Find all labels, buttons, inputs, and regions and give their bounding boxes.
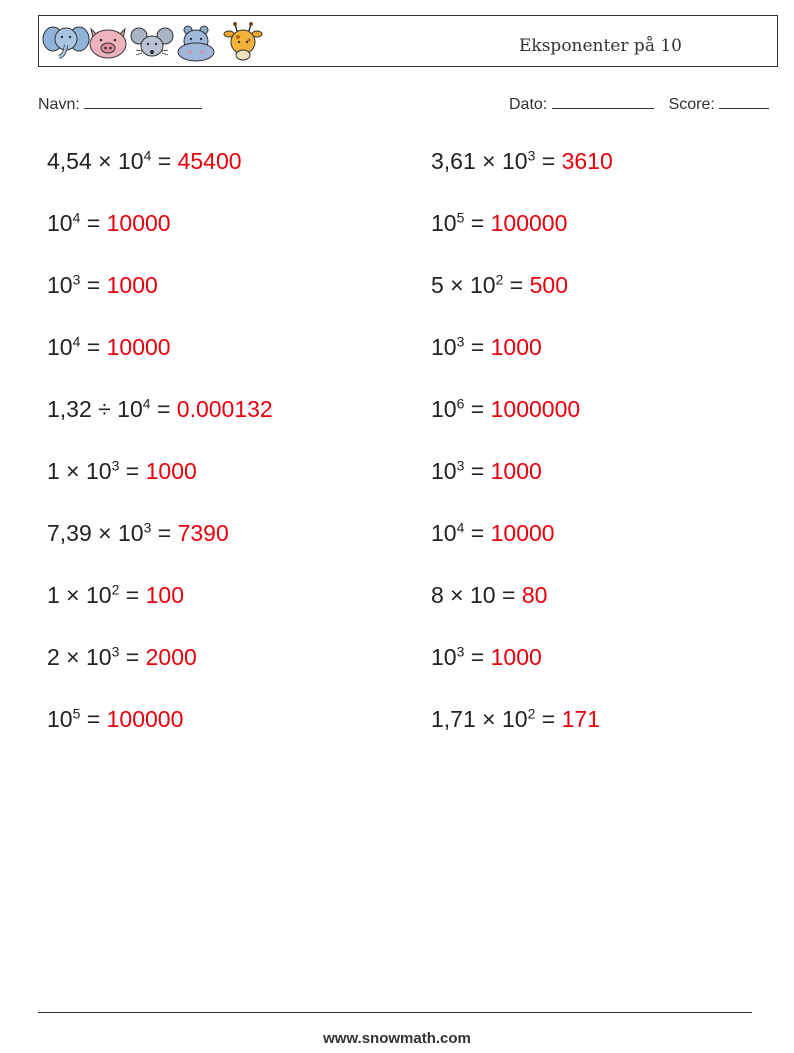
problem-equals: = xyxy=(464,458,491,484)
problem-answer: 100000 xyxy=(490,210,568,236)
problem-exponent: 3 xyxy=(111,643,120,660)
problem-exponent: 2 xyxy=(527,705,536,722)
problem-item xyxy=(431,396,580,423)
problem-equals: = xyxy=(503,272,530,298)
problem-expression: 10 xyxy=(47,210,73,236)
problem-item xyxy=(431,210,567,237)
problem-item xyxy=(431,272,568,299)
problem-equals: = xyxy=(119,644,146,670)
problem-answer: 1000 xyxy=(490,334,542,360)
problem-exponent: 4 xyxy=(72,209,81,226)
problem-expression: 10 xyxy=(47,334,73,360)
name-blank-line xyxy=(84,94,202,109)
problem-item xyxy=(47,582,184,609)
problem-answer: 10000 xyxy=(106,210,171,236)
problem-equals: = xyxy=(464,520,491,546)
problem-exponent: 3 xyxy=(456,457,465,474)
animal-icons xyxy=(41,19,271,65)
problem-exponent: 2 xyxy=(111,581,120,598)
footer-divider xyxy=(38,1012,752,1013)
problem-item xyxy=(47,272,158,299)
footer-url: www.snowmath.com xyxy=(323,1030,471,1047)
problem-expression: 2 × 10 xyxy=(47,644,112,670)
problem-answer: 2000 xyxy=(145,644,197,670)
problem-exponent: 3 xyxy=(143,519,152,536)
problem-exponent: 3 xyxy=(456,333,465,350)
date-blank-line xyxy=(552,94,654,109)
problem-equals: = xyxy=(535,706,562,732)
problem-equals: = xyxy=(151,148,178,174)
problem-exponent: 5 xyxy=(456,209,465,226)
problem-item xyxy=(431,520,555,547)
problem-item xyxy=(47,706,183,733)
problem-expression: 4,54 × 10 xyxy=(47,148,144,174)
problem-answer: 1000 xyxy=(145,458,197,484)
problem-equals: = xyxy=(464,644,491,670)
problem-answer: 45400 xyxy=(177,148,242,174)
problem-answer: 0.000132 xyxy=(176,396,273,422)
elephant-icon xyxy=(43,27,89,57)
problem-exponent: 2 xyxy=(495,271,504,288)
problem-expression: 10 xyxy=(431,520,457,546)
problem-item xyxy=(47,148,242,175)
problem-answer: 1000 xyxy=(490,644,542,670)
problem-equals: = xyxy=(80,272,107,298)
problem-exponent: 3 xyxy=(111,457,120,474)
problem-exponent: 5 xyxy=(72,705,81,722)
problem-expression: 10 xyxy=(47,706,73,732)
name-label: Navn: xyxy=(38,96,80,113)
problem-exponent: 4 xyxy=(142,395,151,412)
worksheet-header xyxy=(38,15,778,67)
problem-item xyxy=(431,582,547,609)
mouse-icon xyxy=(131,28,173,56)
problem-item xyxy=(47,458,197,485)
problem-exponent: 3 xyxy=(456,643,465,660)
problem-equals: = xyxy=(80,210,107,236)
problem-item xyxy=(47,644,197,671)
problem-exponent: 4 xyxy=(143,147,152,164)
problem-answer: 171 xyxy=(561,706,600,732)
problem-item xyxy=(47,210,171,237)
problem-equals: = xyxy=(119,458,146,484)
problem-item xyxy=(431,148,613,175)
problem-expression: 1 × 10 xyxy=(47,582,112,608)
problem-exponent: 6 xyxy=(456,395,465,412)
problem-item xyxy=(47,520,229,547)
problem-item xyxy=(47,396,273,423)
problem-item xyxy=(431,334,542,361)
problem-equals: = xyxy=(80,706,107,732)
problem-answer: 7390 xyxy=(177,520,229,546)
problem-item xyxy=(47,334,171,361)
problem-equals: = xyxy=(151,520,178,546)
problem-exponent: 4 xyxy=(456,519,465,536)
problem-answer: 1000000 xyxy=(490,396,581,422)
problem-equals: = xyxy=(80,334,107,360)
problem-expression: 3,61 × 10 xyxy=(431,148,528,174)
score-label: Score: xyxy=(668,96,715,113)
problem-item xyxy=(431,644,542,671)
problem-equals: = xyxy=(119,582,146,608)
problem-expression: 10 xyxy=(431,334,457,360)
problem-equals: = xyxy=(464,210,491,236)
problem-answer: 10000 xyxy=(106,334,171,360)
problem-expression: 5 × 10 xyxy=(431,272,496,298)
problem-expression: 10 xyxy=(431,458,457,484)
problem-expression: 1,71 × 10 xyxy=(431,706,528,732)
problem-exponent: 3 xyxy=(527,147,536,164)
date-label: Dato: xyxy=(509,96,548,113)
giraffe-icon xyxy=(224,22,262,60)
problem-answer: 10000 xyxy=(490,520,555,546)
problem-expression: 8 × 10 xyxy=(431,582,496,608)
problem-exponent: 4 xyxy=(72,333,81,350)
problem-equals: = xyxy=(535,148,562,174)
problem-exponent: 3 xyxy=(72,271,81,288)
problem-answer: 500 xyxy=(529,272,568,298)
problem-equals: = xyxy=(464,396,491,422)
problem-expression: 1,32 ÷ 10 xyxy=(47,396,143,422)
problem-item xyxy=(431,458,542,485)
hippo-icon xyxy=(178,26,214,61)
problem-answer: 3610 xyxy=(561,148,613,174)
score-blank-line xyxy=(719,94,769,109)
problem-expression: 10 xyxy=(47,272,73,298)
problem-equals: = xyxy=(495,582,522,608)
problem-answer: 1000 xyxy=(106,272,158,298)
problem-equals: = xyxy=(150,396,177,422)
problem-answer: 1000 xyxy=(490,458,542,484)
problem-item xyxy=(431,706,600,733)
problem-expression: 7,39 × 10 xyxy=(47,520,144,546)
problem-expression: 1 × 10 xyxy=(47,458,112,484)
problem-expression: 10 xyxy=(431,644,457,670)
problem-answer: 100000 xyxy=(106,706,184,732)
problem-answer: 100 xyxy=(145,582,184,608)
problem-answer: 80 xyxy=(521,582,548,608)
problem-equals: = xyxy=(464,334,491,360)
problem-expression: 10 xyxy=(431,210,457,236)
problem-expression: 10 xyxy=(431,396,457,422)
worksheet-title: Eksponenter på 10 xyxy=(519,36,682,56)
name-field xyxy=(38,94,202,114)
pig-icon xyxy=(90,29,126,58)
date-score-fields xyxy=(509,94,769,114)
